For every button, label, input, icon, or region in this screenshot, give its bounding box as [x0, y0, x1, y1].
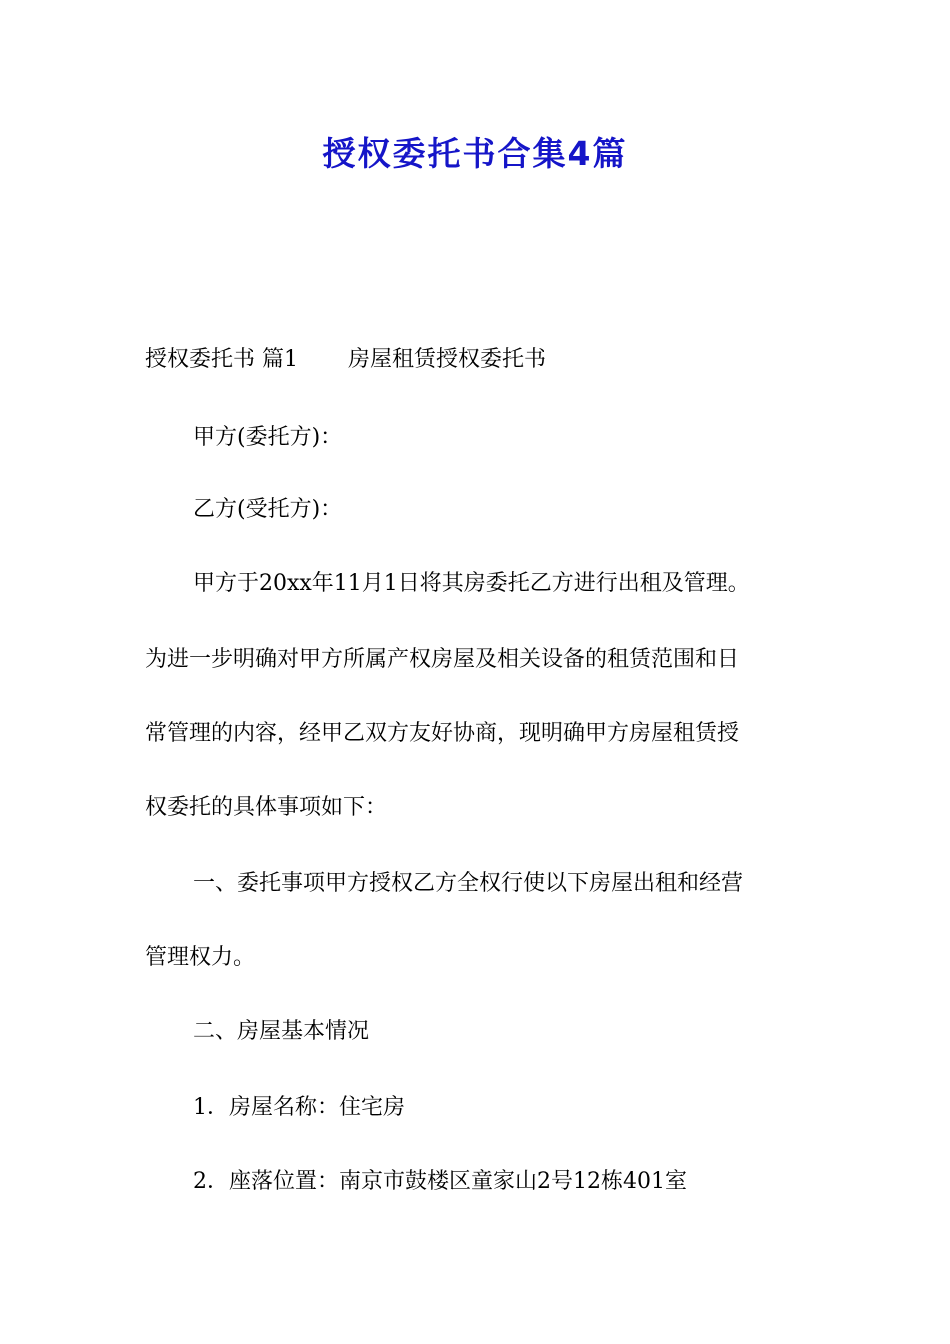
- paragraph-line: 管理权力。: [145, 945, 256, 970]
- paragraph-line: 常管理的内容，经甲乙双方友好协商，现明确甲方房屋租赁授: [145, 721, 740, 746]
- section-number: 授权委托书 篇1: [145, 347, 298, 372]
- document-title: 授权委托书合集4篇: [322, 134, 628, 173]
- section-heading: [145, 345, 825, 375]
- list-item: 1．房屋名称：住宅房: [193, 1095, 405, 1120]
- paragraph-line: 为进一步明确对甲方所属产权房屋及相关设备的租赁范围和日: [145, 647, 740, 672]
- paragraph-line: 一、委托事项甲方授权乙方全权行使以下房屋出租和经营: [193, 871, 744, 896]
- section-title: 房屋租赁授权委托书: [348, 347, 547, 372]
- list-item: 2．座落位置：南京市鼓楼区童家山2号12栋401室: [193, 1169, 687, 1194]
- party-a-line: 甲方(委托方)：: [193, 425, 343, 450]
- party-b-line: 乙方(受托方)：: [193, 497, 343, 522]
- subsection-heading: 二、房屋基本情况: [193, 1019, 370, 1044]
- paragraph-line: 甲方于20xx年11月1日将其房委托乙方进行出租及管理。: [193, 571, 750, 596]
- paragraph-line: 权委托的具体事项如下：: [145, 795, 388, 820]
